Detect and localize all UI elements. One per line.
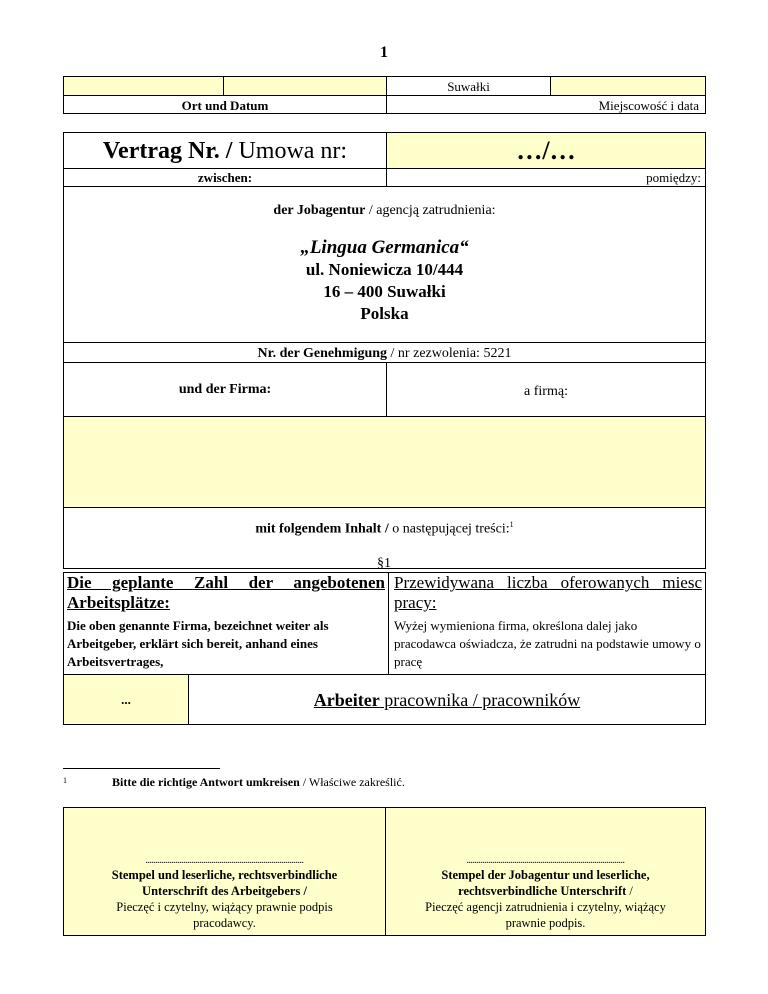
contract-title-de: Vertrag Nr. / xyxy=(102,138,233,164)
contract-number-field[interactable]: …/… xyxy=(387,133,705,169)
section1-heading-pl: Przewidywana liczba oferowanych miesc pracy: xyxy=(394,573,702,612)
place-input-right[interactable] xyxy=(550,77,705,96)
agency-intro xyxy=(64,203,705,219)
agency-intro-pl: / agencją zatrudnienia: xyxy=(365,203,496,218)
employer-signature-line1: Stempel und leserliche, rechtsverbindliche xyxy=(111,868,338,882)
company-label-pl: a firmą: xyxy=(387,363,705,417)
content-intro-pl: o następującej treści: xyxy=(388,521,510,537)
agency-signature[interactable] xyxy=(386,855,705,931)
agency-name: „Lingua Germanica“ xyxy=(300,237,469,258)
contract-box xyxy=(63,132,706,569)
worker-label xyxy=(189,674,705,724)
agency-signature-line4: prawnie podpis. xyxy=(505,916,586,930)
section1-divider xyxy=(388,573,389,674)
employer-signature[interactable] xyxy=(64,855,385,931)
agency-address xyxy=(64,237,705,325)
place-date-label-de: Ort und Datum xyxy=(64,96,387,114)
section-number: §1 xyxy=(377,556,391,571)
contract-title-pl: Umowa nr: xyxy=(238,138,348,164)
signature-box xyxy=(63,807,706,936)
footnote-mark: 1 xyxy=(63,776,67,785)
agency-street: ul. Noniewicza 10/444 xyxy=(305,260,464,279)
agency-signature-dots: ............................................................................... xyxy=(466,855,625,866)
worker-label-de: Arbeiter xyxy=(313,690,380,710)
place-value[interactable]: Suwałki xyxy=(387,77,550,96)
footnote-text-pl: / Właściwe zakreślić. xyxy=(299,775,405,789)
footnote-text xyxy=(112,775,405,790)
worker-count-field[interactable]: ... xyxy=(64,674,189,724)
footnote-text-de: Bitte die richtige Antwort umkreisen xyxy=(112,775,300,789)
section1-text-de: Die oben genannte Firma, bezeichnet weiter als Arbeitgeber, erklärt sich bereit, anhand eines Arbeitsvertrages, xyxy=(67,618,329,669)
section1-heading-de: Die geplante Zahl der angebotenen Arbeitsplätze: xyxy=(67,573,385,612)
agency-intro-de: der Jobagentur xyxy=(273,203,366,218)
place-date-label-pl: Miejscowość i data xyxy=(598,98,699,113)
employer-signature-dots: ............................................................................... xyxy=(145,855,304,866)
employer-signature-line2: Unterschrift des Arbeitgebers / xyxy=(142,884,307,898)
content-intro xyxy=(64,520,705,538)
section1-box xyxy=(63,572,706,725)
worker-label-pl: pracownika / pracowników xyxy=(379,690,581,710)
permit-row xyxy=(64,342,705,363)
place-input-left-a[interactable] xyxy=(64,77,224,96)
between-label-pl: pomiędzy: xyxy=(387,169,705,187)
section1-text-pl: Wyżej wymieniona firma, określona dalej jako pracodawca oświadcza, że zatrudni na podstawie umowy o pracę xyxy=(394,618,701,669)
agency-signature-line1: Stempel der Jobagentur und leserliche, xyxy=(441,868,650,882)
agency-signature-line3: Pieczęć agencji zatrudnienia i czytelny, wiążący xyxy=(425,900,666,914)
footnote-ref: 1 xyxy=(509,520,514,529)
agency-city: 16 – 400 Suwałki xyxy=(323,282,446,301)
footnote-separator xyxy=(63,768,220,769)
agency-country: Polska xyxy=(360,304,409,323)
place-date-box xyxy=(63,76,706,114)
contract-title xyxy=(64,133,387,169)
permit-label-de: Nr. der Genehmigung xyxy=(257,346,388,361)
company-label-de: und der Firma: xyxy=(64,363,387,417)
between-label-de: zwischen: xyxy=(64,169,387,187)
content-intro-de: mit folgendem Inhalt / xyxy=(255,521,389,537)
company-name-field[interactable] xyxy=(64,417,705,508)
employer-signature-line4: pracodawcy. xyxy=(193,916,256,930)
agency-signature-line2: rechtsverbindliche Unterschrift xyxy=(458,884,627,898)
page-number: 1 xyxy=(380,44,388,61)
employer-signature-line3: Pieczęć i czytelny, wiążący prawnie podpis xyxy=(116,900,333,914)
permit-label-pl: / nr zezwolenia: 5221 xyxy=(387,346,512,361)
place-input-left-b[interactable] xyxy=(224,77,387,96)
agency-signature-line2-pl: / xyxy=(626,884,633,898)
